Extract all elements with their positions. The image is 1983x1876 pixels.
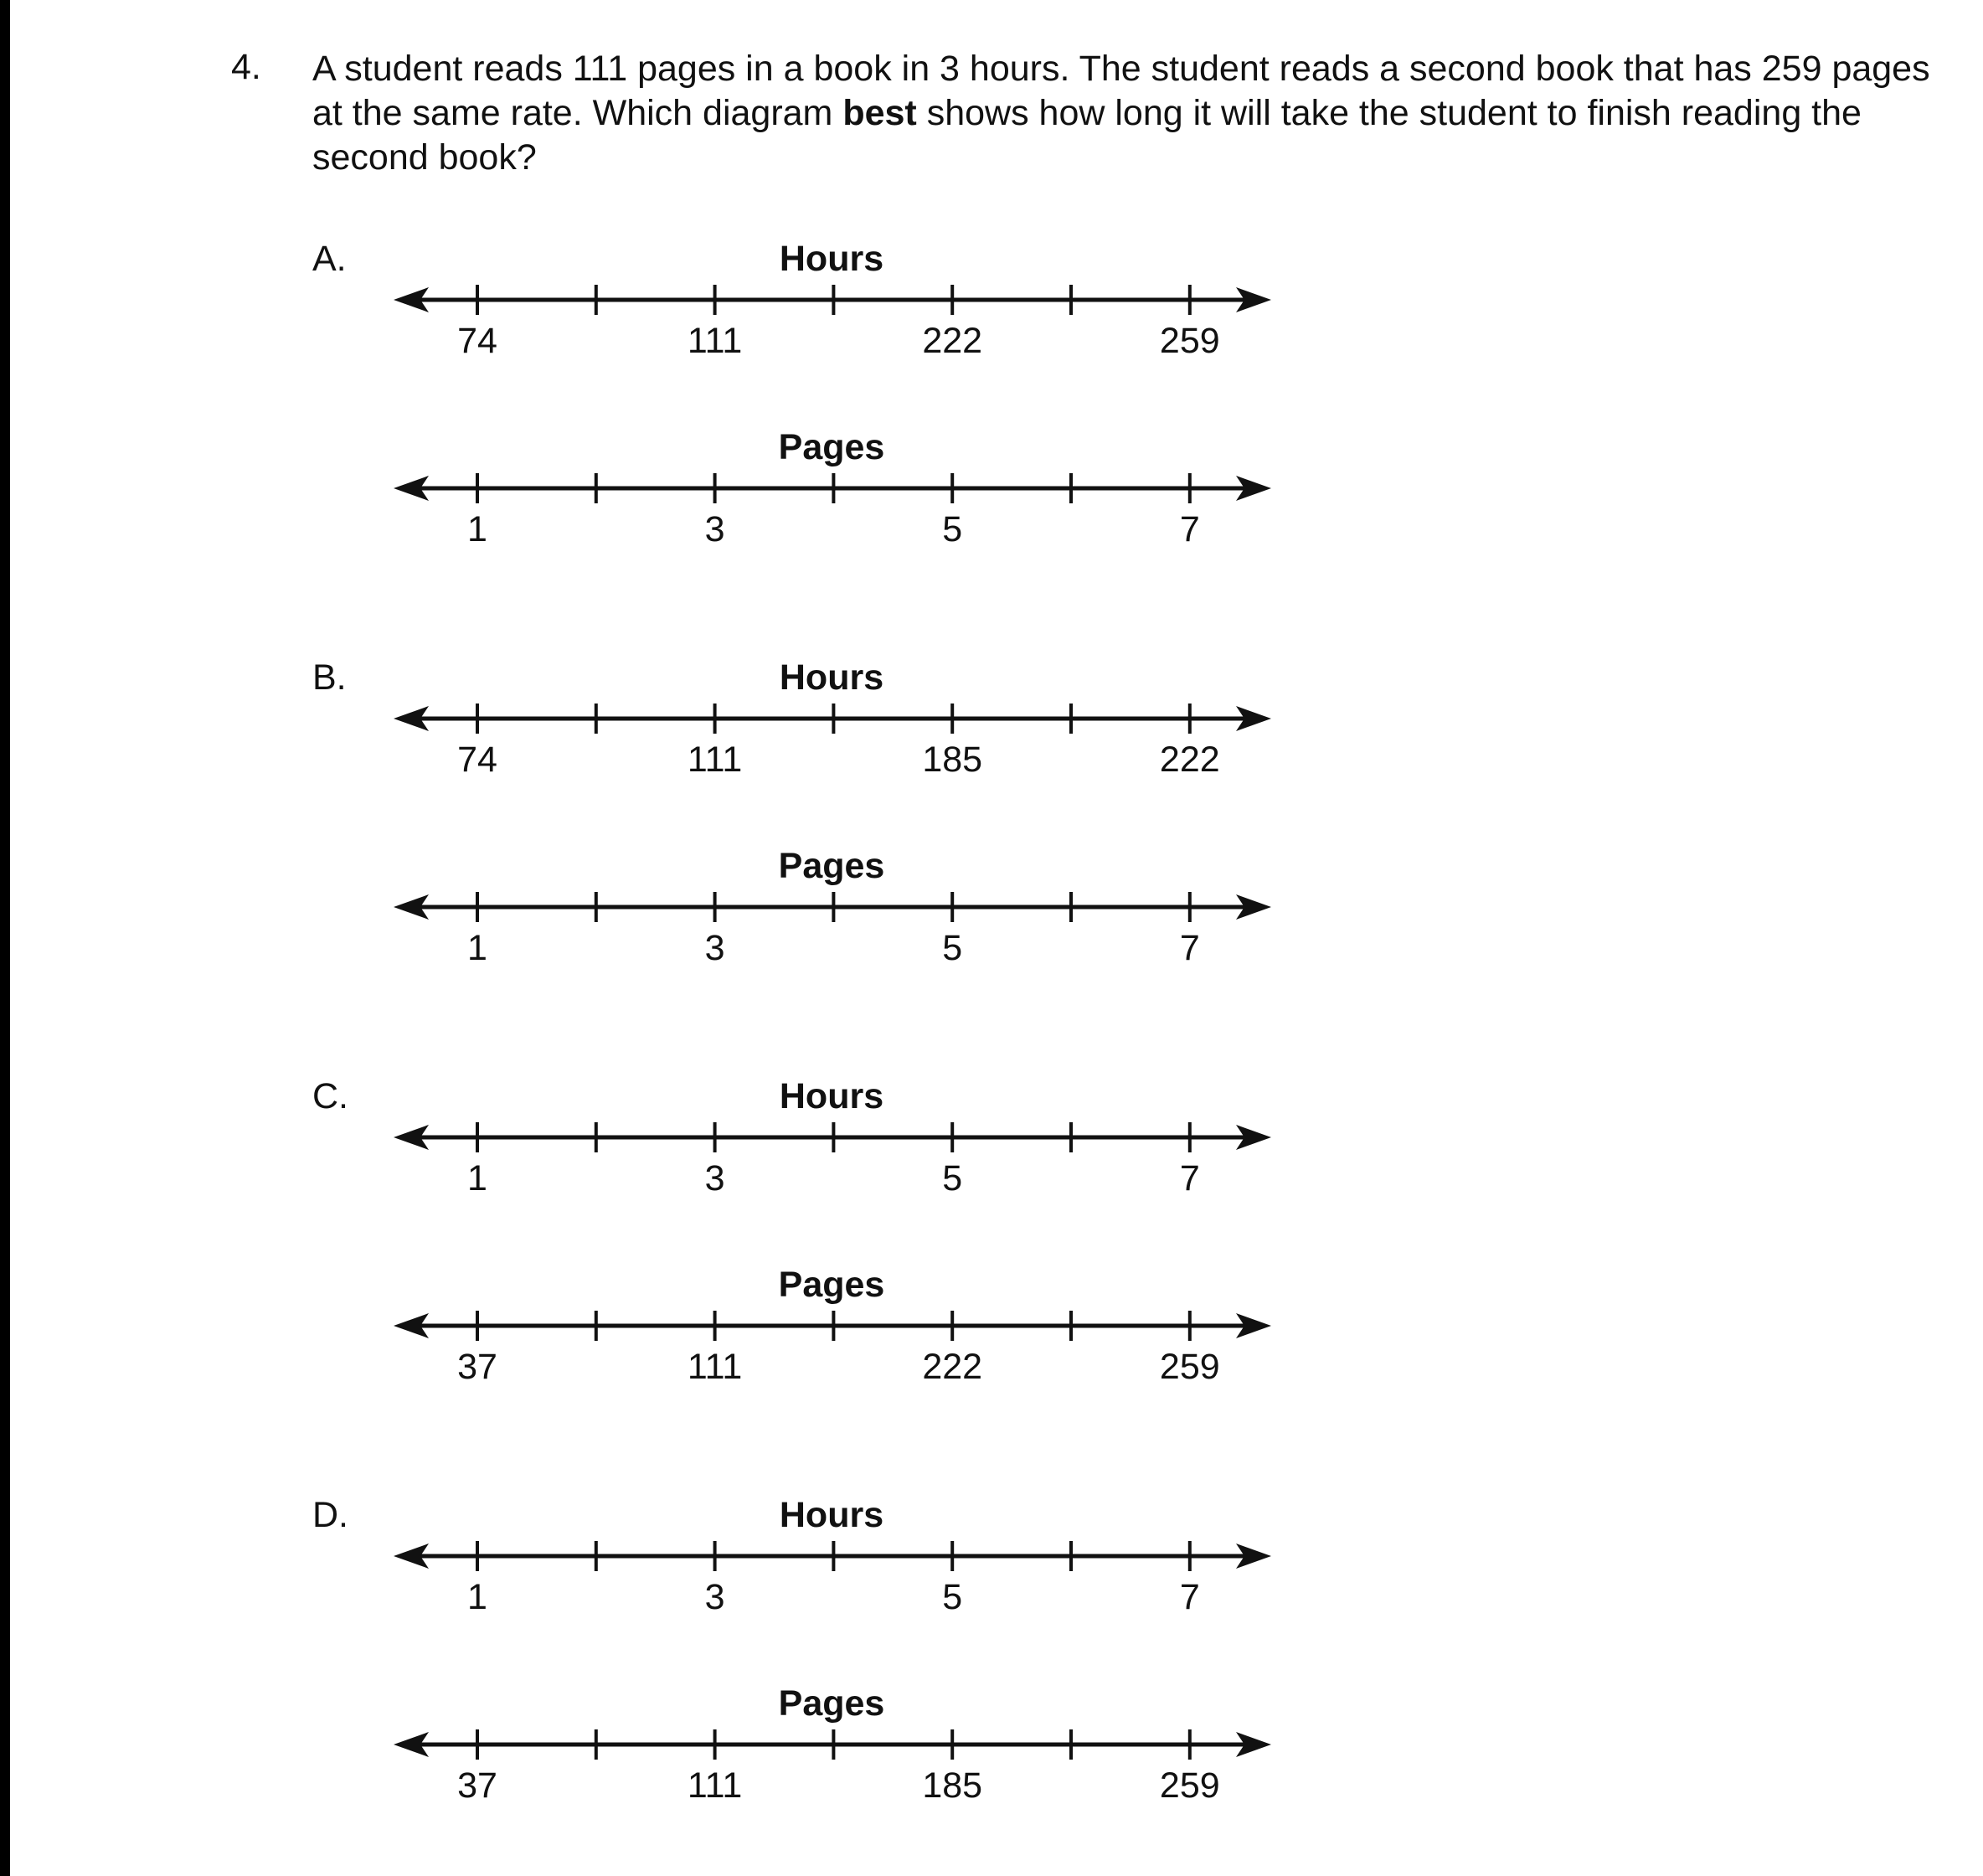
- number-line: [368, 1112, 1290, 1162]
- tick-label: 1: [467, 509, 487, 549]
- question-bold-word: best: [842, 93, 917, 133]
- question-text: [312, 47, 1954, 180]
- tick-label: 5: [942, 1577, 963, 1617]
- number-line: [368, 1301, 1290, 1351]
- tick-label: 111: [687, 1765, 743, 1806]
- number-line-title: Hours: [779, 1076, 884, 1116]
- tick-label: 111: [687, 1347, 743, 1387]
- tick-label: 222: [1159, 740, 1220, 780]
- number-line-title: Hours: [779, 657, 884, 698]
- scan-edge-bar: [0, 0, 10, 1876]
- number-line-title: Pages: [778, 427, 885, 467]
- number-line-title: Pages: [778, 1683, 885, 1724]
- tick-label: 5: [942, 928, 963, 968]
- number-line-title: Pages: [778, 1265, 885, 1305]
- tick-label: 3: [704, 509, 725, 549]
- tick-label: 5: [942, 1158, 963, 1198]
- tick-label: 3: [704, 1577, 725, 1617]
- number-line: [368, 693, 1290, 744]
- tick-label: 37: [457, 1765, 497, 1806]
- tick-label: 74: [457, 740, 497, 780]
- choice-letter-b[interactable]: B.: [312, 657, 347, 698]
- tick-label: 222: [922, 321, 983, 361]
- number-line-title: Pages: [778, 846, 885, 886]
- question-text-part1: A student reads 111 pages in a book in 3 hours. The student reads a second book that has 259 pages at the same rate. Which diagram: [312, 49, 1930, 133]
- tick-label: 1: [467, 928, 487, 968]
- tick-label: 1: [467, 1158, 487, 1198]
- number-line: [368, 275, 1290, 325]
- tick-label: 37: [457, 1347, 497, 1387]
- number-line: [368, 1719, 1290, 1770]
- tick-label: 5: [942, 509, 963, 549]
- number-line: [368, 463, 1290, 513]
- choice-letter-d[interactable]: D.: [312, 1495, 348, 1535]
- tick-label: 259: [1159, 321, 1220, 361]
- tick-label: 3: [704, 928, 725, 968]
- tick-label: 3: [704, 1158, 725, 1198]
- tick-label: 7: [1179, 509, 1200, 549]
- number-line: [368, 1531, 1290, 1581]
- choice-letter-c[interactable]: C.: [312, 1076, 348, 1116]
- number-line: [368, 882, 1290, 932]
- tick-label: 7: [1179, 1577, 1200, 1617]
- tick-label: 111: [687, 740, 743, 780]
- tick-label: 7: [1179, 1158, 1200, 1198]
- question-number: 4.: [231, 47, 261, 87]
- number-line-title: Hours: [779, 239, 884, 279]
- tick-label: 185: [922, 740, 983, 780]
- tick-label: 111: [687, 321, 743, 361]
- tick-label: 259: [1159, 1765, 1220, 1806]
- tick-label: 74: [457, 321, 497, 361]
- choice-letter-a[interactable]: A.: [312, 239, 347, 279]
- tick-label: 222: [922, 1347, 983, 1387]
- question-text-part2: shows how long it will take the student to finish reading the second book?: [312, 93, 1862, 178]
- tick-label: 259: [1159, 1347, 1220, 1387]
- tick-label: 185: [922, 1765, 983, 1806]
- number-line-title: Hours: [779, 1495, 884, 1535]
- tick-label: 1: [467, 1577, 487, 1617]
- tick-label: 7: [1179, 928, 1200, 968]
